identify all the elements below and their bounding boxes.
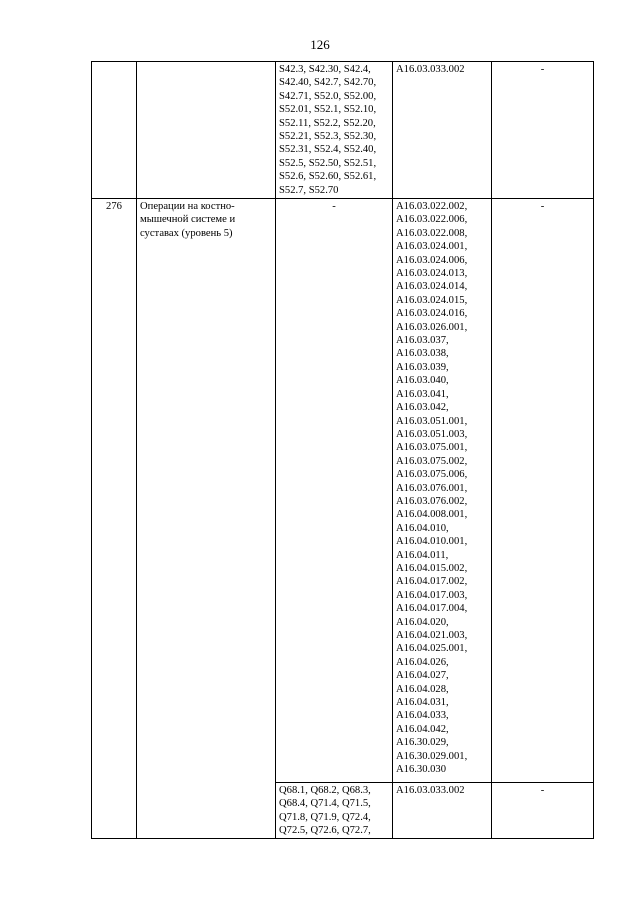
extra-criteria-cell: - (492, 199, 594, 783)
group-name-cell: Операции на костно- мышечной системе и суставах (уровень 5) (137, 199, 276, 839)
table-row (92, 199, 594, 783)
table-row (92, 62, 594, 199)
page-number: 126 (310, 37, 330, 52)
service-codes-cell: A16.03.022.002, A16.03.022.006, A16.03.022.008, A16.03.024.001, A16.03.024.006, A16.03.024.013, A16.03.024.014, A16.03.024.015, A16.03.024.016, A16.03.026.001, A16.03.037, A16.03.038, A16.03.039, A16.03.040, A16.03.041, A16.03.042, A16.03.051.001, A16.03.051.003, A16.03.075.001, A16.03.075.002, A16.03.075.006, A16.03.076.001, A16.03.076.002, A16.04.008.001, A16.04.010, A16.04.010.001, A16.04.011, A16.04.015.002, A16.04.017.002, A16.04.017.003, A16.04.017.004, A16.04.020, A16.04.021.003, A16.04.025.001, A16.04.026, A16.04.027, A16.04.028, A16.04.031, A16.04.033, A16.04.042, A16.30.029, A16.30.029.001, A16.30.030 (393, 199, 492, 783)
extra-criteria-cell: - (492, 783, 594, 839)
diagnosis-codes-cell: Q68.1, Q68.2, Q68.3, Q68.4, Q71.4, Q71.5, Q71.8, Q71.9, Q72.4, Q72.5, Q72.6, Q72.7, (276, 783, 393, 839)
service-codes-cell: A16.03.033.002 (393, 62, 492, 199)
row-number-cell: 276 (92, 199, 137, 839)
diagnosis-codes-cell: - (276, 199, 393, 783)
group-name-cell (137, 62, 276, 199)
document-table (91, 61, 594, 839)
extra-criteria-cell: - (492, 62, 594, 199)
diagnosis-codes-cell: S42.3, S42.30, S42.4, S42.40, S42.7, S42.70, S42.71, S52.0, S52.00, S52.01, S52.1, S52.10, S52.11, S52.2, S52.20, S52.21, S52.3, S52.30, S52.31, S52.4, S52.40, S52.5, S52.50, S52.51, S52.6, S52.60, S52.61, S52.7, S52.70 (276, 62, 393, 199)
service-codes-cell: A16.03.033.002 (393, 783, 492, 839)
row-number-cell (92, 62, 137, 199)
